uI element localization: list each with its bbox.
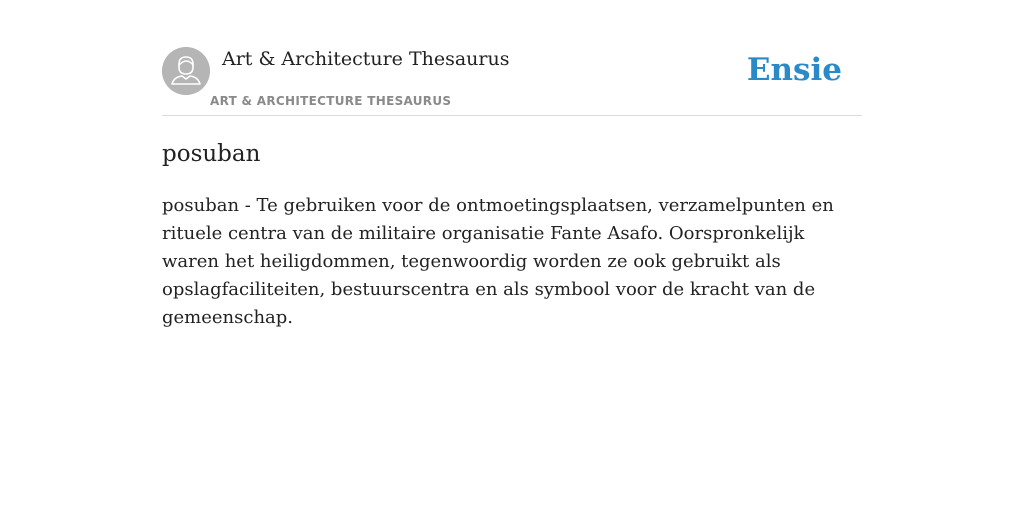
author-subtitle[interactable]: ART & ARCHITECTURE THESAURUS	[210, 94, 452, 108]
author-name[interactable]: Art & Architecture Thesaurus	[222, 48, 510, 70]
user-avatar-icon[interactable]	[162, 47, 210, 95]
ensie-logo[interactable]: Ensie	[746, 52, 842, 88]
page-title: posuban	[162, 141, 261, 167]
header	[162, 47, 862, 116]
definition-text: posuban - Te gebruiken voor de ontmoetingsplaatsen, verzamelpunten en rituele centra van de militaire organisatie Fante Asafo. Oorspronkelijk waren het heiligdommen, tegenwoordig worden ze ook gebruikt als opslagfaciliteiten, bestuurscentra en als symbool voor de kracht van de gemeenschap.	[162, 195, 834, 328]
